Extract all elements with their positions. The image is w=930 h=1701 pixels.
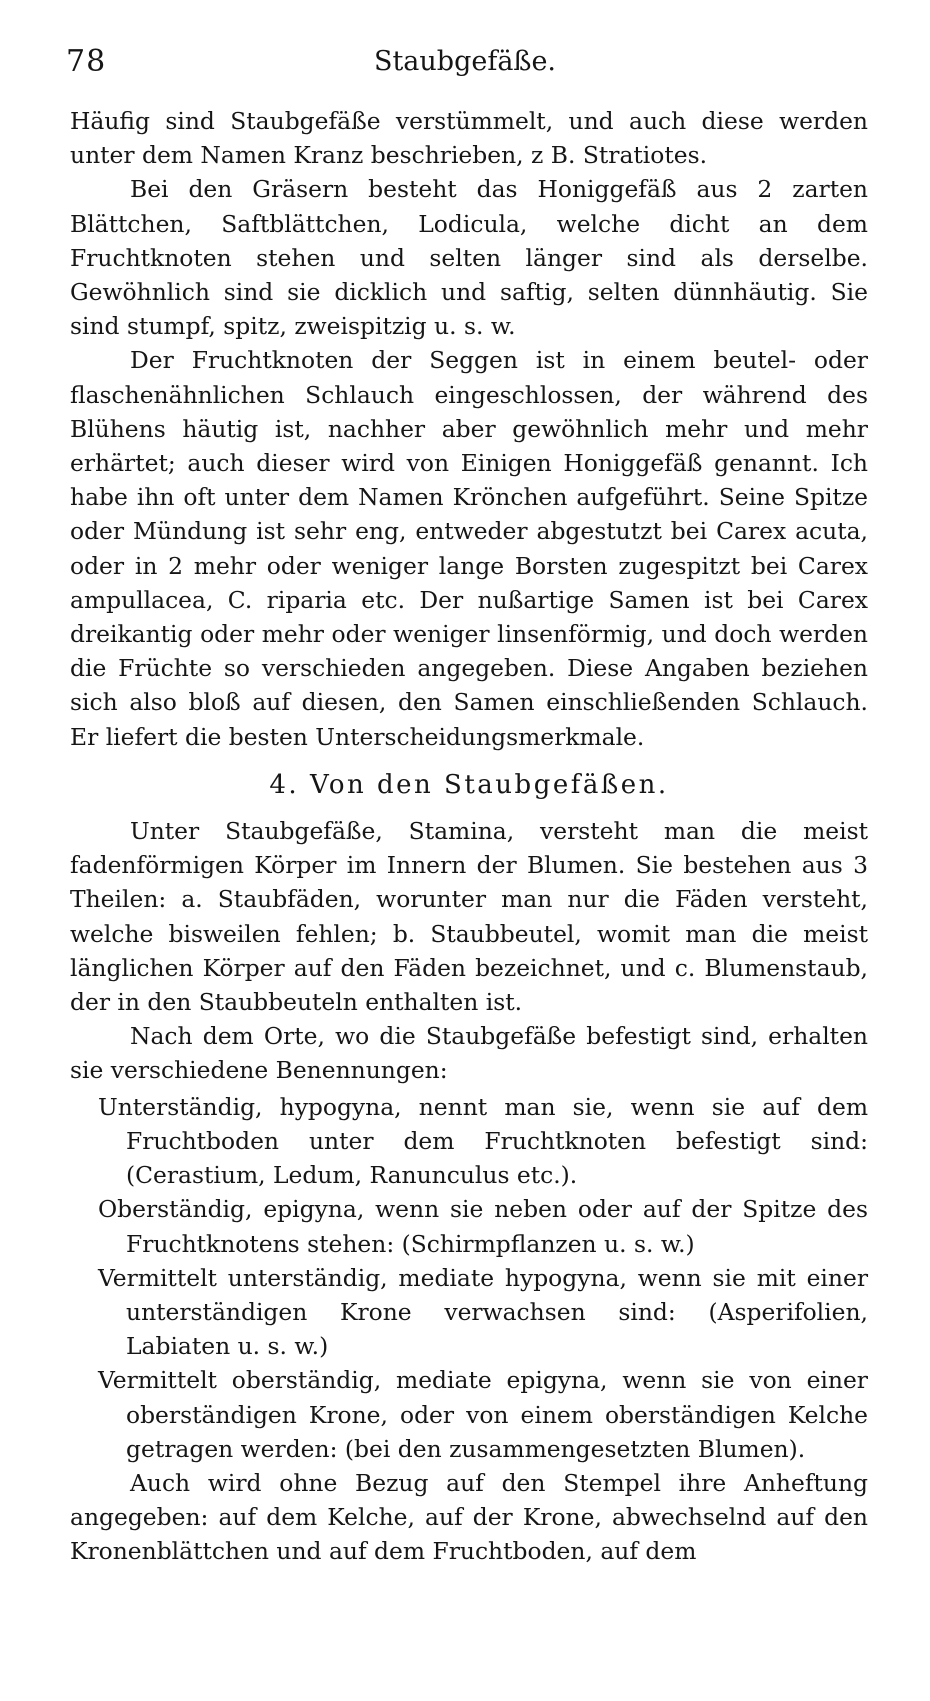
page-body	[70, 104, 868, 1569]
running-head: Staubgefäße.	[373, 46, 557, 77]
paragraph-stratiotes: Häufig sind Staubgefäße verstümmelt, und auch diese werden unter dem Namen Kranz beschrieben, z B. Stratiotes.	[70, 107, 868, 170]
paragraph-sedges: Der Fruchtknoten der Seggen ist in einem beutel- oder flaschenähnlichen Schlauch eingeschlossen, der während des Blühens häutig ist, nachher aber gewöhnlich mehr und mehr erhärtet; auch dieser wird von Einigen Honiggefäß genannt. Ich habe ihn oft unter dem Namen Krönchen aufgeführt. Seine Spitze oder Mündung ist sehr eng, entweder abgestutzt bei Carex acuta, oder in 2 mehr oder weniger lange Borsten zugespitzt bei Carex ampullacea, C. riparia etc. Der nußartige Samen ist bei Carex dreikantig oder mehr oder weniger linsenförmig, und doch werden die Früchte so verschieden angegeben. Diese Angaben beziehen sich also bloß auf diesen, den Samen einschließenden Schlauch. Er liefert die besten Unterscheidungsmerkmale.	[70, 346, 868, 751]
paragraph-stamina-definition: Unter Staubgefäße, Stamina, versteht man die meist fadenförmigen Körper im Innern der Blumen. Sie bestehen aus 3 Theilen: a. Staubfäden, worunter man nur die Fäden versteht, welche bisweilen fehlen; b. Staubbeutel, womit man die meist länglichen Körper auf den Fäden bezeichnet, und c. Blumenstaub, der in den Staubbeuteln enthalten ist.	[70, 817, 868, 1017]
section-heading: 4. Von den Staubgefäßen.	[269, 769, 669, 800]
definition-epigyna: Oberständig, epigyna, wenn sie neben oder auf der Spitze des Fruchtknotens stehen: (Schirmpflanzen u. s. w.)	[98, 1195, 868, 1258]
paragraph-naming-intro: Nach dem Orte, wo die Staubgefäße befestigt sind, erhalten sie verschiedene Benennungen:	[70, 1022, 868, 1085]
definition-mediate-hypogyna: Vermittelt unterständig, mediate hypogyna, wenn sie mit einer unterständigen Krone verwachsen sind: (Asperifolien, Labiaten u. s. w.)	[98, 1263, 868, 1361]
paragraph-attachment: Auch wird ohne Bezug auf den Stempel ihre Anheftung angegeben: auf dem Kelche, auf der Krone, abwechselnd auf den Kronenblättchen und auf dem Fruchtboden, auf dem	[70, 1468, 868, 1566]
page-number: 78	[66, 44, 107, 79]
definition-hypogyna: Unterständig, hypogyna, nennt man sie, wenn sie auf dem Fruchtboden unter dem Fruchtknoten befestigt sind: (Cerastium, Ledum, Ranunculus etc.).	[98, 1092, 868, 1190]
page-header	[66, 44, 864, 84]
definition-mediate-epigyna: Vermittelt oberständig, mediate epigyna, wenn sie von einer oberständigen Krone, oder von einem oberständigen Kelche getragen werden: (bei den zusammengesetzten Blumen).	[98, 1366, 868, 1463]
paragraph-grasses: Bei den Gräsern besteht das Honiggefäß aus 2 zarten Blättchen, Saftblättchen, Lodicula, welche dicht an dem Fruchtknoten stehen und selten länger sind als derselbe. Gewöhnlich sind sie dicklich und saftig, selten dünnhäutig. Sie sind stumpf, spitz, zweispitzig u. s. w.	[70, 175, 868, 341]
